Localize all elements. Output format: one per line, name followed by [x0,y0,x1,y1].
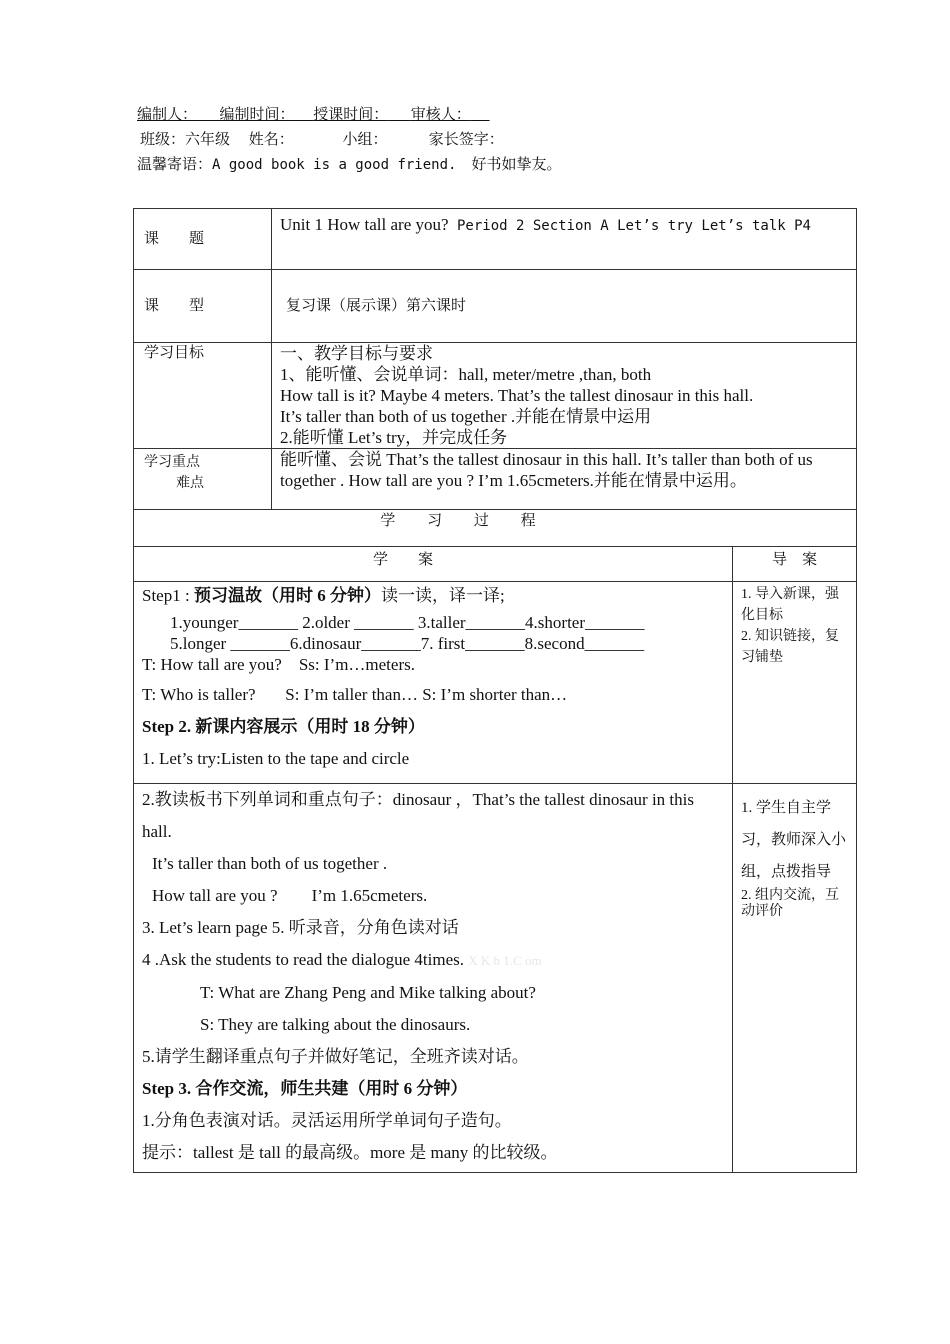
goals-line: 1、能听懂、会说单词：hall, meter/metre ,than, both [280,365,652,384]
role-play-task: 1.分角色表演对话。灵活运用所学单词句子造句。 [142,1111,512,1130]
row-type [134,270,857,343]
guide-note: 2. 知识链接，复习铺垫 [741,629,839,665]
guide-heading: 导 案 [733,547,857,582]
guide-note: 2. 组内交流，互动评价 [741,888,839,919]
lets-learn: 3. Let’s learn page 5. 听录音，分角色读对话 [142,918,459,937]
goals-line: It’s taller than both of us together .并能在情景中运用 [280,407,652,426]
grammar-tip: 提示：tallest 是 tall 的最高级。more 是 many 的比较级。 [142,1143,558,1162]
watermark: X K b 1.C om [468,953,542,968]
block1-content [134,582,733,784]
keypoints-text: 能听懂、会说 That’s the tallest dinosaur in this hall. It’s taller than both of us together . How tall are you ? I’m 1.65cmeters.并能在情景中运用。 [272,449,857,510]
block1-guide [733,582,857,784]
motto-label: 温馨寄语： [137,157,213,173]
read-dialogue: 4 .Ask the students to read the dialogue 4times. X K b 1.C om [142,950,542,969]
dialog-line: T: Who is taller? S: I’m taller than… S: I’m shorter than… [142,685,568,704]
row-block-2 [134,784,857,1173]
step1-title: 预习温故（用时 6 分钟） [193,586,381,605]
compiler-label: 编制人： [137,107,198,123]
step1-prefix: Step1 : [142,586,194,605]
class-label: 班级：六年级 [140,132,231,148]
row-goals [134,343,857,449]
row-keypoints [134,449,857,510]
board-words: 2.教读板书下列单词和重点句子：dinosaur ，That’s the tallest dinosaur in this hall. [142,790,694,841]
type-value: 复习课（展示课）第六课时 [272,270,857,343]
dialog-question: T: What are Zhang Peng and Mike talking about? [200,983,536,1002]
parent-sign-label: 家长签字： [428,132,504,148]
key-sentence: How tall are you ? I’m 1.65cmeters. [152,886,428,905]
topic-label: 课 题 [134,209,272,270]
goals-line: 一、教学目标与要求 [280,344,433,363]
translate-task: 5.请学生翻译重点句子并做好笔记，全班齐读对话。 [142,1047,529,1066]
teach-time-label: 授课时间： [313,107,389,123]
goals-line: How tall is it? Maybe 4 meters. That’s the tallest dinosaur in this hall. [280,386,754,405]
goals-line: 2.能听懂 Let’s try，并完成任务 [280,428,508,447]
row-block-1 [134,582,857,784]
guide-note: 1. 导入新课，强化目标 [741,587,839,623]
motto-chinese: 好书如挚友。 [471,157,562,173]
motto-english: A good book is a good friend. [212,157,457,173]
topic-cell [272,209,857,270]
lets-try: 1. Let’s try:Listen to the tape and circle [142,749,410,768]
dialog-line: T: How tall are you? Ss: I’m…meters. [142,655,415,674]
key-sentence: It’s taller than both of us together . [152,854,388,873]
process-heading: 学 习 过 程 [134,510,857,547]
keypoints-label-cell [134,449,272,510]
dialog-answer: S: They are talking about the dinosaurs. [200,1015,471,1034]
compile-time-label: 编制时间： [219,107,295,123]
step1-instruction: 读一读，译一译; [380,586,505,605]
step2-title: Step 2. 新课内容展示（用时 18 分钟） [142,717,425,736]
topic-title: Unit 1 How tall are you? [280,215,449,234]
group-label: 小组： [342,132,388,148]
block2-guide [733,784,857,1173]
lesson-plan-table [133,208,857,1173]
header-line-2 [140,128,504,149]
block2-content [134,784,733,1173]
topic-subtitle: Period 2 Section A Let’s try Let’s talk P4 [448,218,811,234]
difficulty-label: 难点 [176,476,204,491]
keypoints-label: 学习重点 [144,455,200,470]
study-plan-heading: 学 案 [134,547,733,582]
row-columns [134,547,857,582]
word-list-1: 1.younger_______ 2.older _______ 3.taller_______4.shorter_______ [170,613,645,632]
header-line-3 [137,153,561,174]
goals-cell [272,343,857,449]
step3-title: Step 3. 合作交流，师生共建（用时 6 分钟） [142,1079,468,1098]
row-topic [134,209,857,270]
header-line-1 [137,103,490,124]
word-list-2: 5.longer _______6.dinosaur_______7. first_______8.second_______ [170,634,645,653]
reviewer-label: 审核人： [410,107,471,123]
type-label: 课 型 [134,270,272,343]
guide-note: 1. 学生自主学习，教师深入小组，点拨指导 [741,800,847,880]
goals-label: 学习目标 [134,343,272,449]
name-label: 姓名： [248,132,294,148]
row-process-heading [134,510,857,547]
